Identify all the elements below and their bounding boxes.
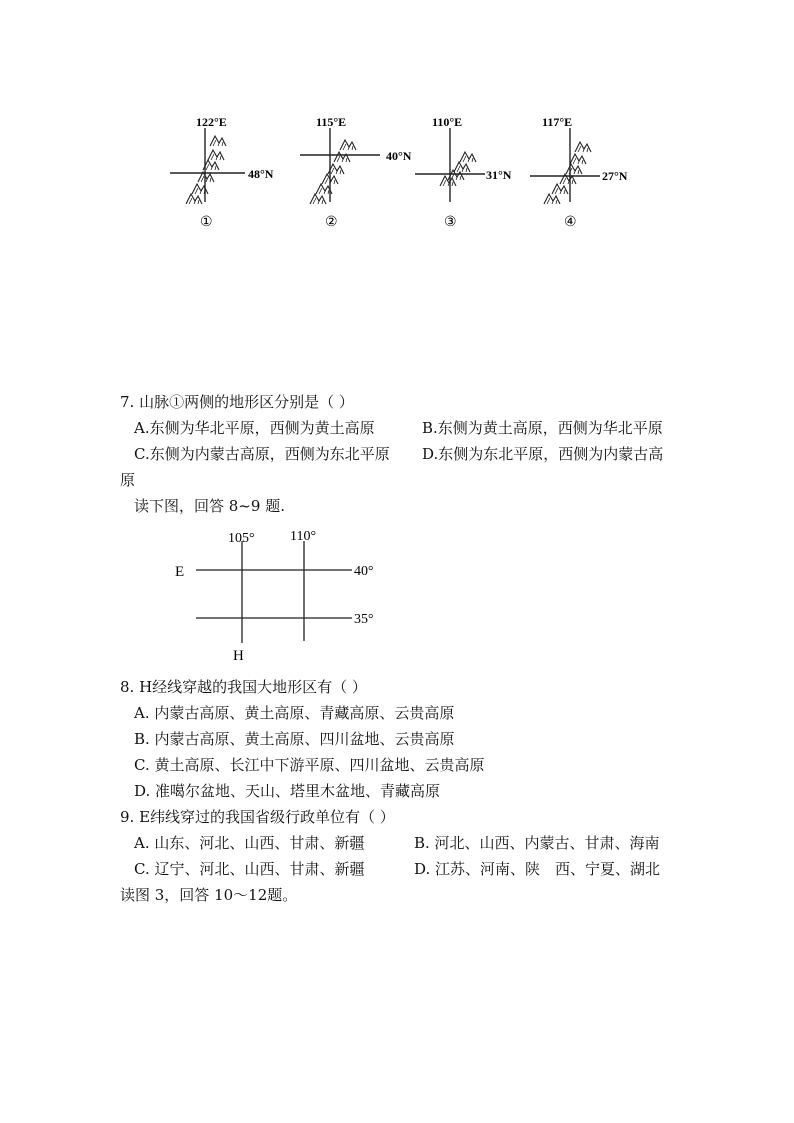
intro-questions-8-9: 读下图，回答 8~9 题. — [134, 497, 285, 515]
panel-1-num: ① — [200, 215, 213, 230]
q8-option-c: C. 黄土高原、长江中下游平原、四川盆地、云贵高原 — [134, 756, 485, 774]
panel-1-lon: 122°E — [196, 115, 227, 129]
panel-3-num: ③ — [444, 215, 457, 230]
q7-option-c: C.东侧为内蒙古高原，西侧为东北平原 — [134, 445, 390, 463]
q8-stem: 8. H经线穿越的我国大地形区有（ ） — [120, 678, 367, 696]
panel-4-lat: 27°N — [602, 169, 628, 183]
q7-option-a: A.东侧为华北平原，西侧为黄土高原 — [134, 419, 375, 437]
q8-option-a: A. 内蒙古高原、黄土高原、青藏高原、云贵高原 — [134, 704, 455, 722]
grid-lat-40: 40° — [354, 564, 374, 579]
q8-option-b: B. 内蒙古高原、黄土高原、四川盆地、云贵高原 — [134, 730, 455, 748]
panel-2 — [300, 115, 412, 230]
mountain-coordinate-figure — [150, 110, 670, 235]
panel-3 — [415, 115, 512, 230]
panel-3-lon: 110°E — [432, 115, 463, 129]
q9-stem: 9. E纬线穿过的我国省级行政单位有（ ） — [120, 808, 395, 826]
intro-questions-10-12: 读图 3，回答 10～12题。 — [120, 886, 298, 904]
panel-4-lon: 117°E — [542, 115, 573, 129]
panel-1-lat: 48°N — [248, 167, 274, 181]
q7-option-d-continued: 原 — [120, 471, 136, 489]
lat-lon-grid-figure — [170, 525, 400, 665]
q7-stem: 7. 山脉①两侧的地形区分别是（ ） — [120, 393, 354, 411]
q9-option-b: B. 河北、山西、内蒙古、甘肃、海南 — [414, 834, 660, 852]
q7-option-b: B.东侧为黄土高原，西侧为华北平原 — [422, 419, 663, 437]
grid-lon-110: 110° — [290, 529, 317, 544]
panel-2-num: ② — [325, 215, 338, 230]
grid-label-e: E — [175, 564, 185, 580]
q7-option-d: D.东侧为东北平原，西侧为内蒙古高 — [422, 445, 664, 463]
grid-label-h: H — [233, 648, 244, 664]
q9-option-c: C. 辽宁、河北、山西、甘肃、新疆 — [134, 860, 365, 878]
grid-lat-35: 35° — [354, 612, 374, 627]
q9-option-d: D. 江苏、河南、陕 西、宁夏、湖北 — [414, 860, 661, 878]
panel-4 — [530, 115, 628, 230]
q9-option-a: A. 山东、河北、山西、甘肃、新疆 — [134, 834, 365, 852]
panel-2-lon: 115°E — [316, 115, 347, 129]
grid-lon-105: 105° — [228, 531, 255, 546]
panel-3-lat: 31°N — [486, 168, 512, 182]
q8-option-d: D. 准噶尔盆地、天山、塔里木盆地、青藏高原 — [134, 782, 441, 800]
panel-4-num: ④ — [564, 215, 577, 230]
panel-2-lat: 40°N — [386, 149, 412, 163]
panel-1 — [170, 115, 274, 230]
